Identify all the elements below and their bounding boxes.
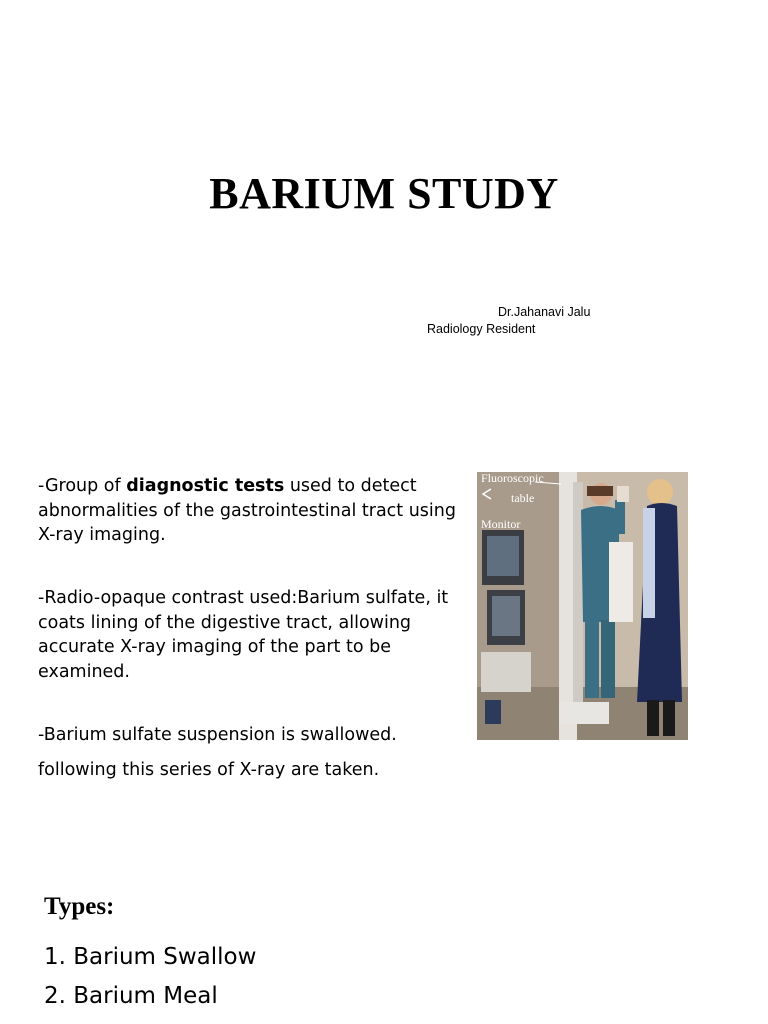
description-paragraph-4: following this series of X-ray are taken. [38,760,380,780]
description-paragraph-1 [38,474,468,548]
fluoroscopy-room-photo [477,472,688,740]
slide-title: BARIUM STUDY [209,169,559,218]
types-list [44,938,256,1016]
monitor-label: Monitor [481,517,521,531]
table-label: table [511,491,535,505]
fluoroscopic-label: Fluoroscopic [481,472,544,485]
list-item: 2. Barium Meal [44,983,218,1009]
p1-prefix: -Group of [38,476,127,496]
description-paragraph-3: -Barium sulfate suspension is swallowed. [38,725,397,745]
description-paragraph-2: -Radio-opaque contrast used:Barium sulfate, it coats lining of the digestive tract, allowing accurate X-ray imaging of the part to be examined. [38,588,449,682]
author-name: Dr.Jahanavi Jalu [498,305,591,319]
p1-suffix: used to detect abnormalities of the gastrointestinal tract using X-ray imaging. [38,476,456,545]
list-item: 1. Barium Swallow [44,944,257,970]
author-role: Radiology Resident [427,322,536,336]
fluoroscopy-illustration [477,472,688,740]
types-heading: Types: [44,893,115,920]
p1-bold-term: diagnostic tests [126,476,285,496]
